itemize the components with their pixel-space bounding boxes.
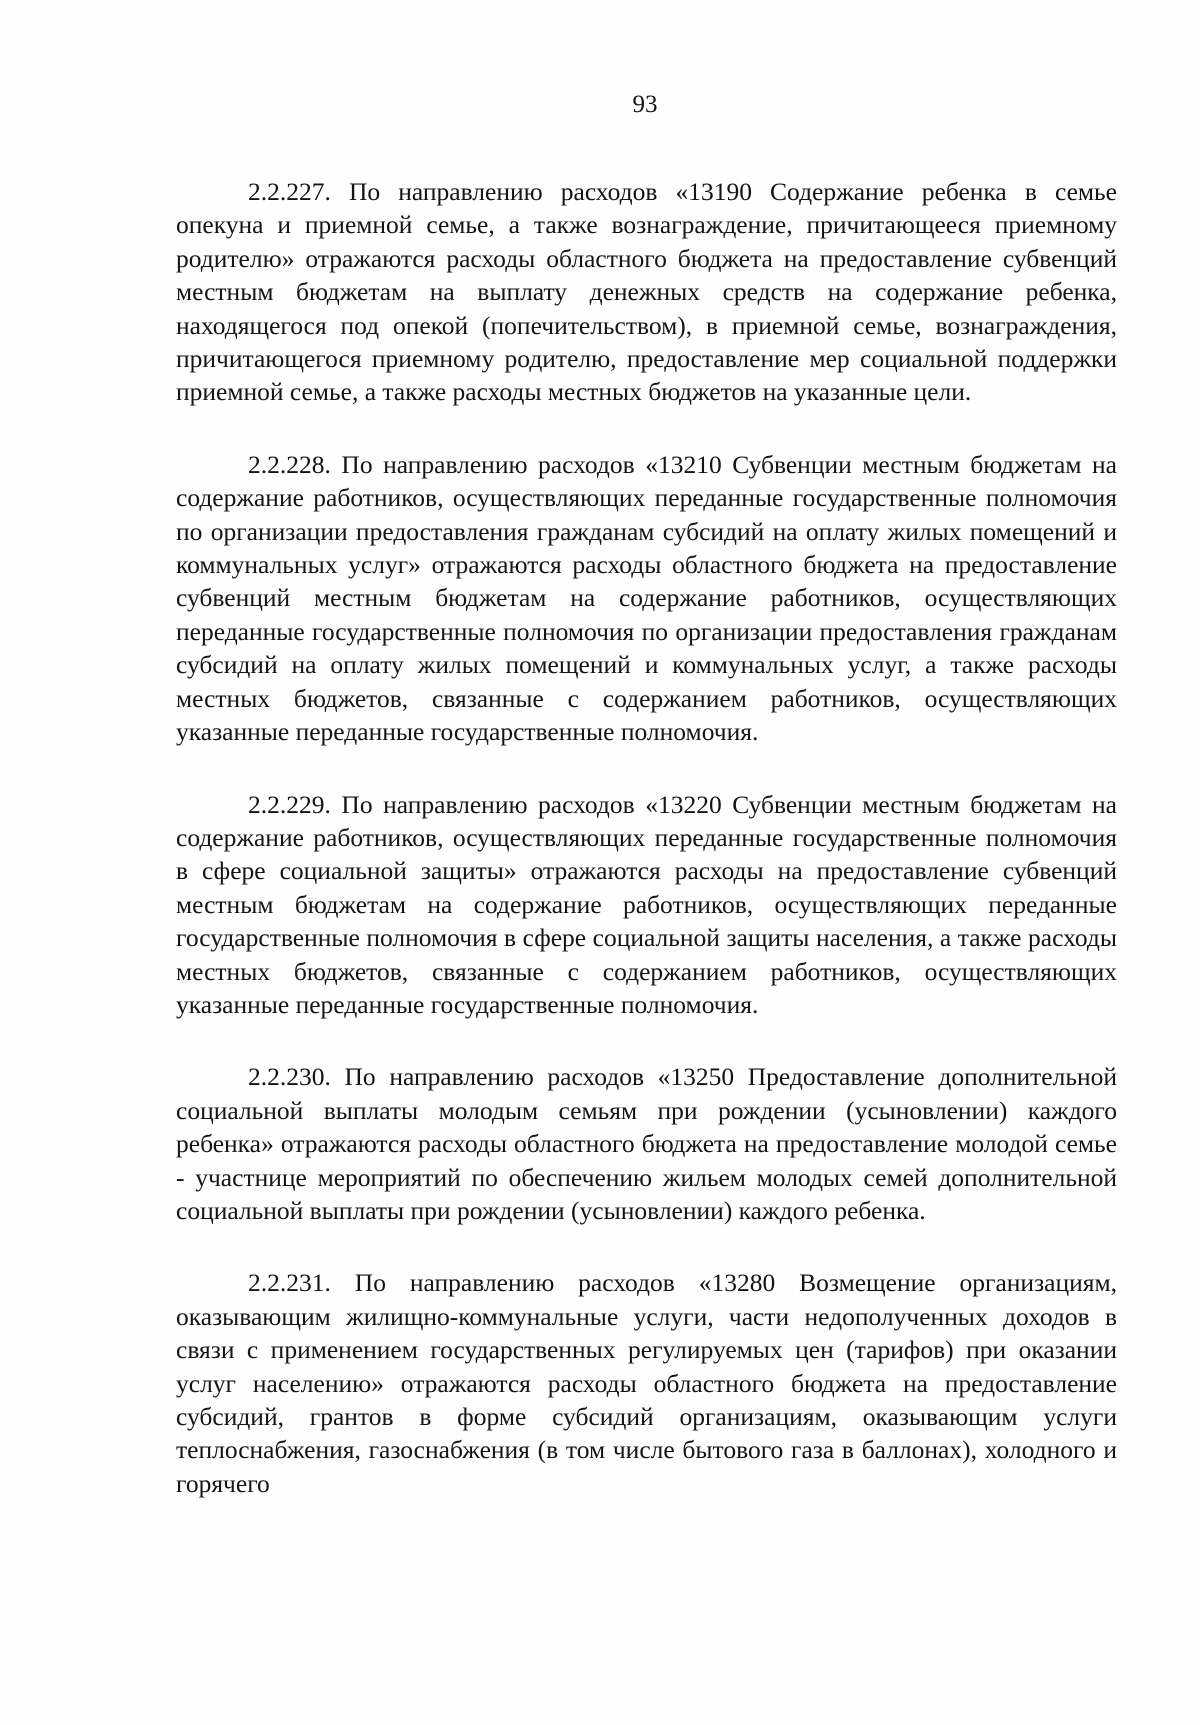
paragraph-2-2-230: [176, 1060, 1117, 1227]
paragraph-number: 2.2.231.: [248, 1268, 331, 1298]
paragraph-text: По направлению расходов «13190 Содержание ребенка в семье опекуна и приемной семье, а также вознаграждение, причитающееся приемному родителю» отражаются расходы областного бюджета на предоставление субвенций местным бюджетам на выплату денежных средств на содержание ребенка, находящегося под опекой (попечительством), в приемной семье, вознаграждения, причитающегося приемному родителю, предоставление мер социальной поддержки приемной семье, а также расходы местных бюджетов на указанные цели.: [176, 177, 1117, 407]
paragraph-text: По направлению расходов «13210 Субвенции местным бюджетам на содержание работников, осуществляющих переданные государственные полномочия по организации предоставления гражданам субсидий на оплату жилых помещений и коммунальных услуг» отражаются расходы областного бюджета на предоставление субвенций местным бюджетам на содержание работников, осуществляющих переданные государственные полномочия по организации предоставления гражданам субсидий на оплату жилых помещений и коммунальных услуг, а также расходы местных бюджетов, связанные с содержанием работников, осуществляющих указанные переданные государственные полномочия.: [176, 449, 1117, 747]
paragraph-number: 2.2.228.: [248, 449, 331, 479]
paragraph-2-2-229: [176, 788, 1117, 1022]
paragraph-text: По направлению расходов «13220 Субвенции местным бюджетам на содержание работников, осуществляющих переданные государственные полномочия в сфере социальной защиты» отражаются расходы на предоставление субвенций местным бюджетам на содержание работников, осуществляющих переданные государственные полномочия в сфере социальной защиты населения, а также расходы местных бюджетов, связанные с содержанием работников, осуществляющих указанные переданные государственные полномочия.: [176, 789, 1117, 1019]
paragraph-number: 2.2.230.: [248, 1062, 331, 1092]
paragraph-number: 2.2.227.: [248, 177, 331, 206]
paragraph-2-2-231: [176, 1266, 1117, 1500]
paragraph-text: По направлению расходов «13250 Предоставление дополнительной социальной выплаты молодым семьям при рождении (усыновлении) каждого ребенка» отражаются расходы областного бюджета на предоставление молодой семье - участнице мероприятий по обеспечению жильем молодых семей дополнительной социальной выплаты при рождении (усыновлении) каждого ребенка.: [176, 1062, 1118, 1225]
paragraph-number: 2.2.229.: [248, 789, 331, 819]
page-number: 93: [632, 91, 658, 118]
paragraph-2-2-227: [176, 175, 1117, 409]
document-body: [176, 175, 1117, 1500]
paragraph-text: По направлению расходов «13280 Возмещение организациям, оказывающим жилищно-коммунальные услуги, части недополученных доходов в связи с применением государственных регулируемых цен (тарифов) при оказании услуг населению» отражаются расходы областного бюджета на предоставление субсидий, грантов в форме субсидий организациям, оказывающим услуги теплоснабжения, газоснабжения (в том числе бытового газа в баллонах), холодного и горячего: [176, 1268, 1117, 1498]
paragraph-2-2-228: [176, 448, 1117, 749]
